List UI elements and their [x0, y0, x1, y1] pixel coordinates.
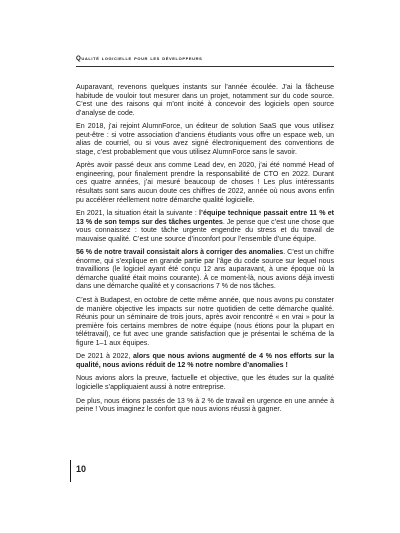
paragraph-5: 56 % de notre travail consistait alors à corriger des anomalies. C’est un chiffre énorme, qui s’explique en grande partie par l’âge du code source sur lequel nous travaillions (le logiciel ayant été conçu 12 ans auparavant, à une époque où la démarche qualité était moins courante). À ce moment-là, nous avions déjà investi dans une démarche qualité et y consacrions 7 % de nos tâches. [76, 249, 334, 291]
running-header: Qualité logicielle pour les développeurs [76, 55, 203, 62]
emphasis: 56 % de notre travail consistait alors à corriger des anomalies [76, 249, 284, 257]
paragraph-8: Nous avions alors la preuve, factuelle et objective, que les études sur la qualité logicielle s’appliquaient aussi à notre entreprise. [76, 375, 334, 391]
paragraph-2: En 2018, j’ai rejoint AlumnForce, un éditeur de solution SaaS que vous utilisez peut-être : si votre association d’anciens étudiants vous offre un espace web, un alias de courriel, ou si vous avez signé électroniquement des conventions de stage, c’est probablement que vous utilisez AlumnForce sans le savoir. [76, 123, 334, 156]
header-rule [76, 66, 334, 67]
paragraph-3: Après avoir passé deux ans comme Lead dev, en 2020, j’ai été nommé Head of engineering, pour finalement prendre la responsabilité de CTO en 2022. Durant ces quatre années, j’ai mesuré beaucoup de choses ! Les plus intéressants résultats sont sans aucun doute ces chiffres de 2022, année où nous avons enfin pu accélérer réellement notre démarche qualité logicielle. [76, 162, 334, 204]
emphasis: alors que nous avions augmenté de 4 % nos efforts sur la qualité, nous avions réduit de 12 % notre nombre d’anomalies ! [76, 353, 334, 369]
paragraph-6: C’est à Budapest, en octobre de cette même année, que nous avons pu constater de manière objective les impacts sur notre quotidien de cette démarche qualité. Réunis pour un séminaire de trois jours, après avoir rencontré « en vrai » pour la première fois certains membres de notre équipe (nous étions pour la plupart en télétravail), ce fut avec une grande satisfaction que je présentai le schéma de la figure 1–1 aux équipes. [76, 297, 334, 347]
page-number: 10 [76, 464, 87, 474]
paragraph-9: De plus, nous étions passés de 13 % à 2 % de travail en urgence en une année à peine ! Vous imaginez le confort que nous avions réussi à gagner. [76, 397, 334, 414]
emphasis: l’équipe technique passait entre 11 % et 13 % de son temps sur des tâches urgentes [76, 210, 334, 226]
paragraph-4: En 2021, la situation était la suivante : l’équipe technique passait entre 11 % et 13 % de son temps sur des tâches urgentes. Je pense que c’est une chose que vous connaissez : toute tâche urgente engendre du stress et du travail de mauvaise qualité. C’est une source d’inconfort pour l’ensemble d’une équipe. [76, 210, 334, 243]
page-number-marker [70, 460, 71, 482]
body-text [76, 84, 334, 420]
paragraph-1: Auparavant, revenons quelques instants sur l’année écoulée. J’ai la fâcheuse habitude de vouloir tout mesurer dans un projet, notamment sur du code source. C’est une des raisons qui m’ont incité à concevoir des logiciels open source d’analyse de code. [76, 84, 334, 117]
paragraph-7: De 2021 à 2022, alors que nous avions augmenté de 4 % nos efforts sur la qualité, nous avions réduit de 12 % notre nombre d’anomalies ! [76, 353, 334, 369]
